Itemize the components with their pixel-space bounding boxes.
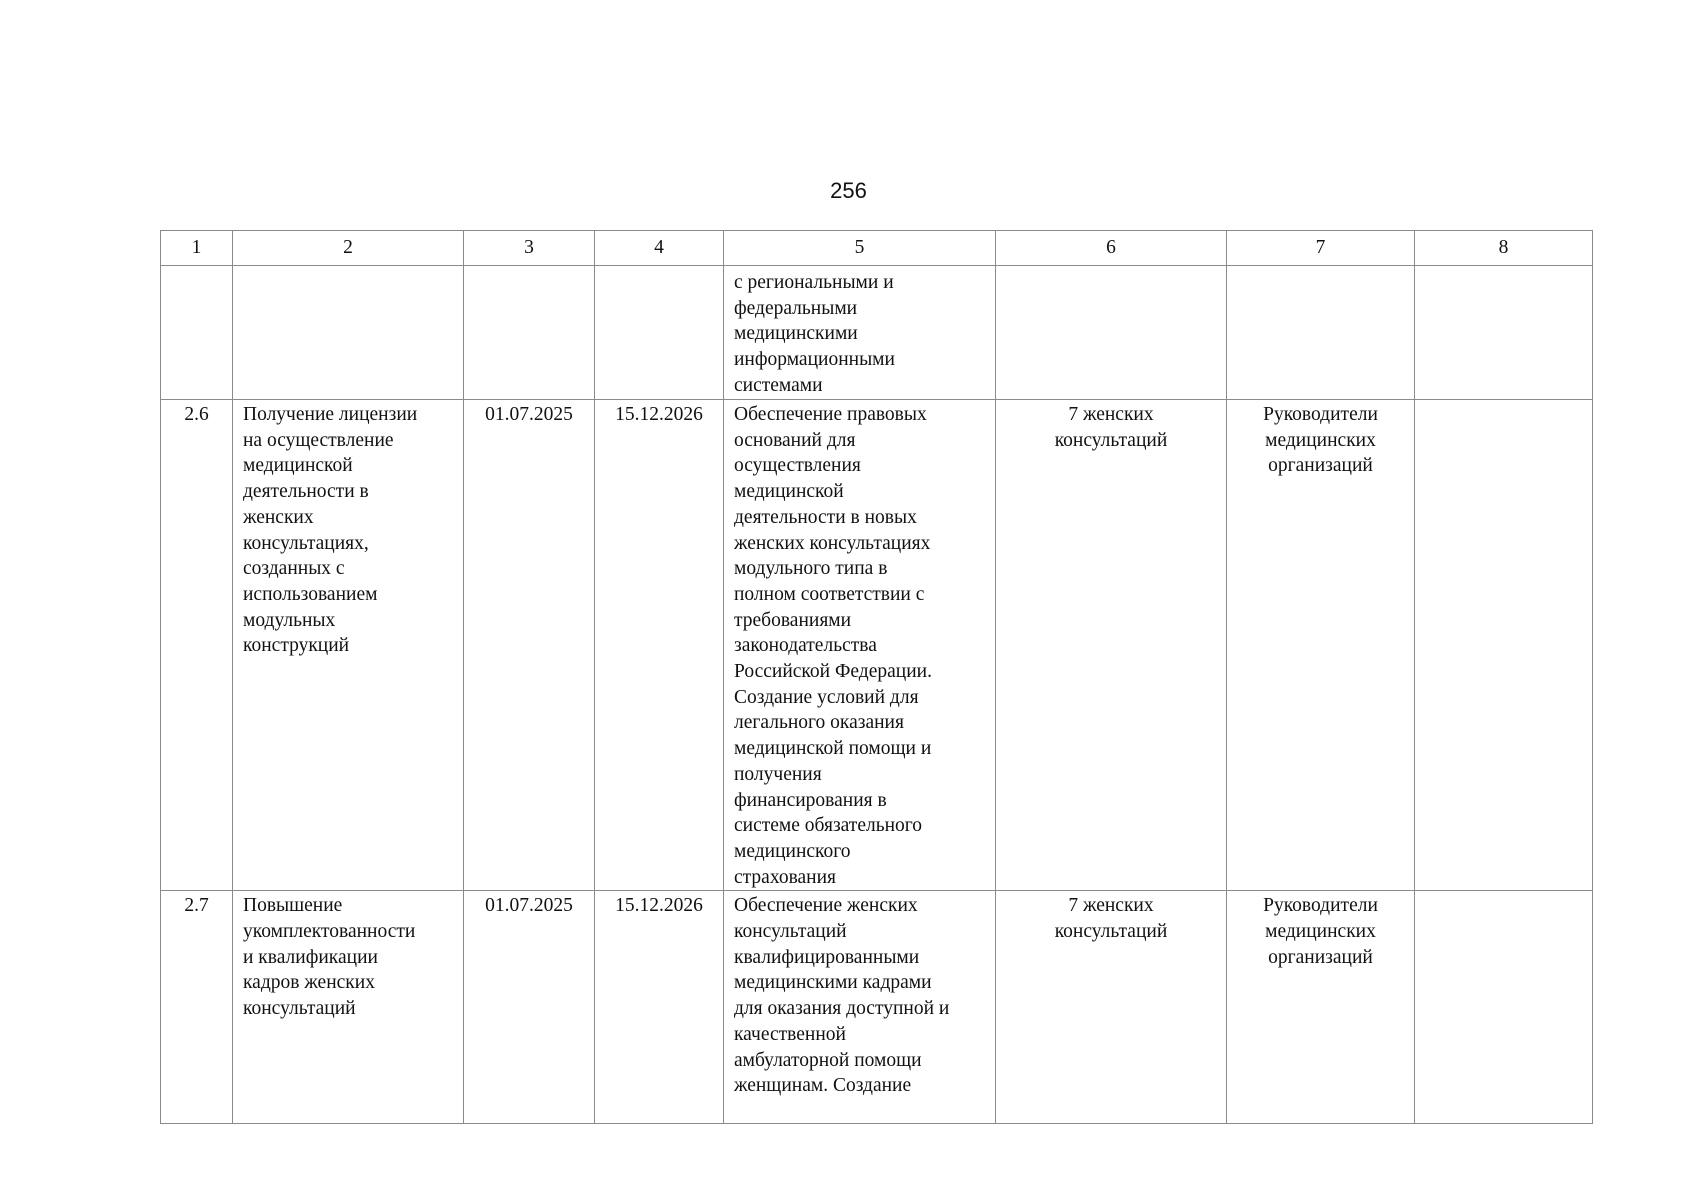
cell-column-8 (1415, 400, 1593, 891)
column-number-7: 7 (1227, 231, 1415, 266)
cell-end-date: 15.12.2026 (595, 891, 724, 1124)
table-header-row (161, 231, 1593, 266)
cell-start-date: 01.07.2025 (464, 891, 595, 1124)
column-number-5: 5 (724, 231, 996, 266)
cell-column-8 (1415, 891, 1593, 1124)
plan-table (160, 230, 1593, 1124)
page-number: 256 (830, 178, 867, 203)
column-number-8: 8 (1415, 231, 1593, 266)
table-row (161, 891, 1593, 1124)
cell-expected-result: Обеспечение женских консультаций квалифицированными медицинскими кадрами для оказания доступной и качественной амбулаторной помощи женщинам. Создание (724, 891, 996, 1124)
cell-start-date: 01.07.2025 (464, 400, 595, 891)
cell-responsible: Руководители медицинских организаций (1227, 891, 1415, 1124)
cell-item-number: 2.6 (161, 400, 233, 891)
cell-empty (161, 266, 233, 400)
cell-empty (233, 266, 464, 400)
cell-indicator: 7 женских консультаций (996, 400, 1227, 891)
cell-empty (996, 266, 1227, 400)
column-number-6: 6 (996, 231, 1227, 266)
cell-empty (595, 266, 724, 400)
table-row (161, 400, 1593, 891)
column-number-3: 3 (464, 231, 595, 266)
cell-result-continuation: с региональными и федеральными медицинскими информационными системами (724, 266, 996, 400)
cell-empty (1227, 266, 1415, 400)
cell-expected-result: Обеспечение правовых оснований для осуществления медицинской деятельности в новых женских консультациях модульного типа в полном соответствии с требованиями законодательства Российской Федерации. Создание условий для легального оказания медицинской помощи и получения финансирования в системе обязательного медицинского страхования (724, 400, 996, 891)
cell-indicator: 7 женских консультаций (996, 891, 1227, 1124)
cell-responsible: Руководители медицинских организаций (1227, 400, 1415, 891)
cell-measure-title: Получение лицензии на осуществление медицинской деятельности в женских консультациях, созданных с использованием модульных конструкций (233, 400, 464, 891)
cell-empty (464, 266, 595, 400)
cell-empty (1415, 266, 1593, 400)
cell-end-date: 15.12.2026 (595, 400, 724, 891)
table-row (161, 266, 1593, 400)
column-number-4: 4 (595, 231, 724, 266)
cell-measure-title: Повышение укомплектованности и квалификации кадров женских консультаций (233, 891, 464, 1124)
column-number-2: 2 (233, 231, 464, 266)
cell-item-number: 2.7 (161, 891, 233, 1124)
column-number-1: 1 (161, 231, 233, 266)
